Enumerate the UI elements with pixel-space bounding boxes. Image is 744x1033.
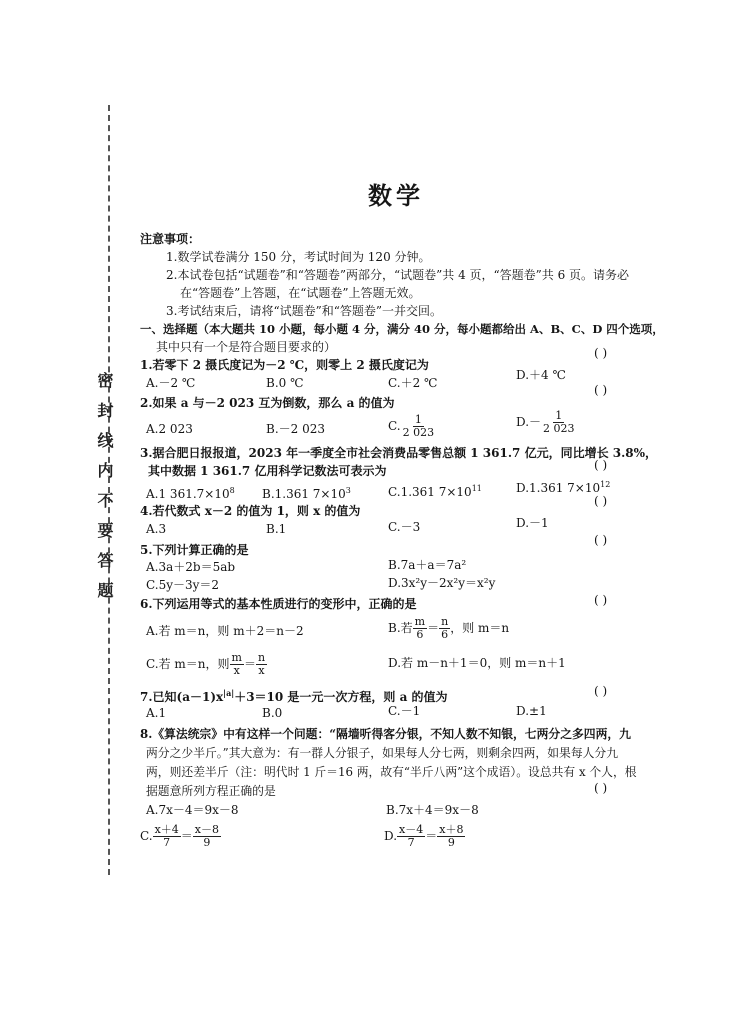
- option-d: D.＋4 ℃: [516, 368, 566, 382]
- option-a: A.3: [146, 522, 167, 536]
- fraction: $\frac{1}{2 023}$: [402, 413, 435, 439]
- question-stem: 4.若代数式 x－2 的值为 1，则 x 的值为: [140, 504, 361, 518]
- question-stem: 5.下列计算正确的是: [140, 543, 249, 557]
- option-c: C.若 m＝n，则 $\frac{m}{x}$ ＝ $\frac{n}{x}$: [146, 651, 266, 677]
- fraction: $\frac{x+8}{9}$: [439, 823, 464, 849]
- answer-paren: ( ): [594, 593, 608, 607]
- option-a: A.7x－4＝9x－8: [146, 803, 239, 817]
- option-c: C.1.361 $7\times 10^{11}$: [388, 484, 482, 499]
- answer-paren: ( ): [594, 781, 608, 795]
- answer-paren: ( ): [594, 458, 608, 472]
- option-c: C.－1: [388, 704, 421, 718]
- option-a: A.1 $361.7\times 10^8$: [146, 486, 235, 501]
- section-header: 一、选择题（本大题共 10 小题，每小题 4 分，满分 40 分，每小题都给出 A、B、C、D 四个选项，: [140, 322, 664, 336]
- note-item: 在“答题卷”上答题，在“试题卷”上答题无效。: [180, 286, 421, 300]
- answer-paren: ( ): [594, 684, 608, 698]
- option-b: B.1.361 $7\times 10^3$: [262, 486, 351, 501]
- option-d: D.若 m－n＋1＝0，则 m＝n＋1: [388, 656, 566, 670]
- option-a: A.2 023: [146, 422, 193, 436]
- option-b: B.7a＋a＝7a²: [388, 558, 467, 572]
- fraction: $\frac{x+4}{7}$: [154, 823, 179, 849]
- seal-line-text: 密封线内不要答题: [95, 372, 114, 612]
- fraction: $\frac{n}{x}$: [257, 651, 266, 677]
- question-stem: 3.据合肥日报报道，2023 年一季度全市社会消费品零售总额 1 361.7 亿元，同比增长 3.8%，: [140, 446, 658, 460]
- fraction: $\frac{x-8}{9}$: [194, 823, 219, 849]
- option-d: D.－ $\frac{1}{2 023}$: [516, 409, 575, 435]
- option-d: D.1.361 $7\times 10^{12}$: [516, 480, 611, 495]
- fraction: $\frac{n}{6}$: [441, 615, 449, 641]
- question-stem: 6.下列运用等式的基本性质进行的变形中，正确的是: [140, 597, 417, 611]
- question-stem-cont: 两分之少半斤。”其大意为：有一群人分银子，如果每人分七两，则剩余四两，如果每人分九: [146, 746, 619, 760]
- fraction: $\frac{x-4}{7}$: [399, 823, 424, 849]
- answer-paren: ( ): [594, 494, 608, 508]
- fraction: $\frac{1}{2 023}$: [543, 409, 575, 435]
- question-stem-cont: 据题意所列方程正确的是: [146, 784, 276, 798]
- option-b: B.0: [262, 706, 283, 720]
- option-c: C.－3: [388, 520, 421, 534]
- option-a: A.3a＋2b＝5ab: [146, 560, 236, 574]
- option-d: D.3x²y－2x²y＝x²y: [388, 576, 496, 590]
- option-a: A.－2 ℃: [146, 376, 196, 390]
- option-c: C.5y－3y＝2: [146, 578, 220, 592]
- option-c: C. $\frac{x+4}{7}$ ＝ $\frac{x-8}{9}$: [140, 823, 219, 849]
- fraction: $\frac{m}{x}$: [231, 651, 242, 677]
- note-item: 3.考试结束后，请将“试题卷”和“答题卷”一并交回。: [166, 304, 442, 318]
- question-stem-cont: 其中数据 1 361.7 亿用科学记数法可表示为: [148, 464, 387, 478]
- page-title: 数学: [368, 181, 424, 210]
- question-stem: 2.如果 a 与－2 023 互为倒数，那么 a 的值为: [140, 396, 395, 410]
- question-stem: 8.《算法统宗》中有这样一个问题：“隔墙听得客分银，不知人数不知银，七两分之多四两，九: [140, 727, 631, 741]
- question-stem: 7.已知$(a-1)x^{|a|}+3=10$ 是一元一次方程，则 a 的值为: [140, 688, 448, 704]
- note-item: 2.本试卷包括“试题卷”和“答题卷”两部分，“试题卷”共 4 页，“答题卷”共 6 页。请务必: [166, 268, 630, 282]
- option-b: B.若 $\frac{m}{6}$ ＝ $\frac{n}{6}$ ，则 m＝n: [388, 615, 510, 641]
- option-b: B.7x＋4＝9x－8: [386, 803, 479, 817]
- option-d: D.－1: [516, 516, 549, 530]
- option-c: C. $\frac{1}{2 023}$: [388, 413, 435, 439]
- option-b: B.1: [266, 522, 287, 536]
- option-d: D.±1: [516, 704, 547, 718]
- notes-header: 注意事项：: [140, 232, 201, 246]
- answer-paren: ( ): [594, 533, 608, 547]
- answer-paren: ( ): [594, 383, 608, 397]
- option-b: B.－2 023: [266, 422, 325, 436]
- section-header-note: 其中只有一个是符合题目要求的）: [156, 340, 337, 354]
- option-b: B.0 ℃: [266, 376, 304, 390]
- option-a: A.1: [146, 706, 167, 720]
- question-stem-cont: 两，则还差半斤（注：明代时 1 斤＝16 两，故有“半斤八两”这个成语）。设总共有 x 个人，根: [146, 765, 637, 779]
- option-a: A.若 m＝n，则 m＋2＝n－2: [146, 624, 304, 638]
- note-item: 1.数学试卷满分 150 分，考试时间为 120 分钟。: [166, 250, 431, 264]
- answer-paren: ( ): [594, 346, 608, 360]
- fraction: $\frac{m}{6}$: [414, 615, 426, 641]
- option-c: C.＋2 ℃: [388, 376, 438, 390]
- option-d: D. $\frac{x-4}{7}$ ＝ $\frac{x+8}{9}$: [384, 823, 464, 849]
- question-stem: 1.若零下 2 摄氏度记为－2 ℃，则零上 2 摄氏度记为: [140, 358, 429, 372]
